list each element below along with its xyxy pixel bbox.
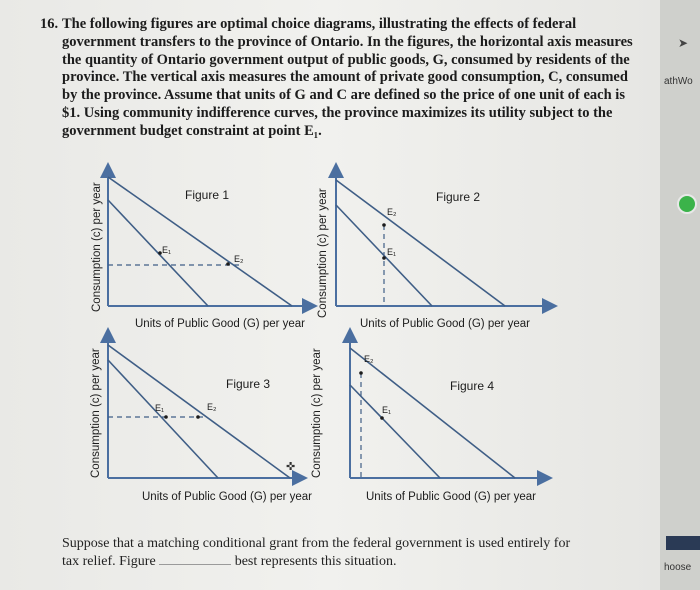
question-line: province. The vertical axis measures the amount of private good consumption, C, consumed [62, 69, 628, 86]
figure-3 [90, 335, 312, 503]
answer-prompt-line2 [62, 552, 570, 570]
answer-prompt [62, 535, 570, 570]
fig3-point-e2 [196, 415, 200, 419]
fig3-title: Figure 3 [226, 377, 271, 391]
fig4-budget-line-1 [350, 385, 440, 478]
fig4-x-label: Units of Public Good (G) per year [366, 491, 537, 503]
fig3-x-label: Units of Public Good (G) per year [142, 491, 313, 503]
cursor-arrow-icon: ➤ [678, 36, 689, 50]
fig3-budget-line-1 [108, 360, 218, 478]
choose-label[interactable]: hoose [664, 562, 692, 573]
fig3-point-e1 [164, 415, 168, 419]
answer-prompt-line2-end: best represents this situation. [234, 554, 397, 569]
figure-1 [91, 170, 310, 330]
green-status-icon[interactable] [677, 194, 697, 214]
fig4-point-e1 [380, 416, 384, 420]
fig4-label-e1: E₁ [382, 405, 392, 415]
figure-2 [317, 170, 550, 330]
fig4-point-e2 [359, 371, 363, 375]
fig2-label-e1: E₁ [387, 247, 397, 257]
figure-4 [311, 335, 545, 503]
side-dark-button[interactable] [666, 536, 700, 550]
cursor-icon: ✜ [286, 461, 296, 473]
fig2-x-label: Units of Public Good (G) per year [360, 318, 531, 330]
fig1-budget-line-1 [108, 200, 208, 306]
fig2-title: Figure 2 [436, 190, 481, 204]
question-line: $1. Using community indifference curves, the province maximizes its utility subject to the [62, 105, 613, 121]
fig1-label-e1: E₁ [162, 245, 172, 255]
fig3-y-label: Consumption (c) per year [90, 348, 102, 478]
fig1-y-label: Consumption (c) per year [91, 182, 103, 312]
fig4-title: Figure 4 [450, 379, 495, 393]
fig4-y-label: Consumption (c) per year [311, 348, 323, 478]
answer-prompt-line1: Suppose that a matching conditional grant from the federal government is used entirely for [62, 536, 571, 551]
answer-prompt-line2-start: tax relief. Figure [62, 554, 156, 569]
fig2-point-e1 [382, 256, 386, 260]
fig1-point-e2 [226, 262, 230, 266]
question-line: government transfers to the province of Ontario. In the figures, the horizontal axis measures [62, 33, 633, 50]
question-line: government budget constraint at point E₁. [62, 122, 322, 139]
fig3-label-e1: E₁ [155, 403, 165, 413]
fig4-budget-line-2 [350, 348, 515, 478]
fig3-label-e2: E₂ [207, 402, 217, 412]
side-tab-label: athWo [664, 76, 693, 87]
fig1-title: Figure 1 [185, 188, 230, 202]
fig2-y-label: Consumption (c) per year [317, 188, 329, 318]
fig2-label-e2: E₂ [387, 207, 397, 217]
question-line: The following figures are optimal choice diagrams, illustrating the effects of federal [62, 16, 577, 32]
fig4-label-e2: E₂ [364, 354, 374, 364]
fig2-point-e2 [382, 223, 386, 227]
fig1-x-label: Units of Public Good (G) per year [135, 318, 306, 330]
figure-answer-blank[interactable] [159, 552, 231, 565]
question-line: the quantity of Ontario government output of public goods, G, consumed by residents of the [62, 51, 630, 68]
fig1-label-e2: E₂ [234, 254, 244, 264]
question-line: by the province. Assume that units of G and C are defined so the price of one unit of each is [62, 87, 625, 104]
question-number: 16. [40, 16, 59, 32]
